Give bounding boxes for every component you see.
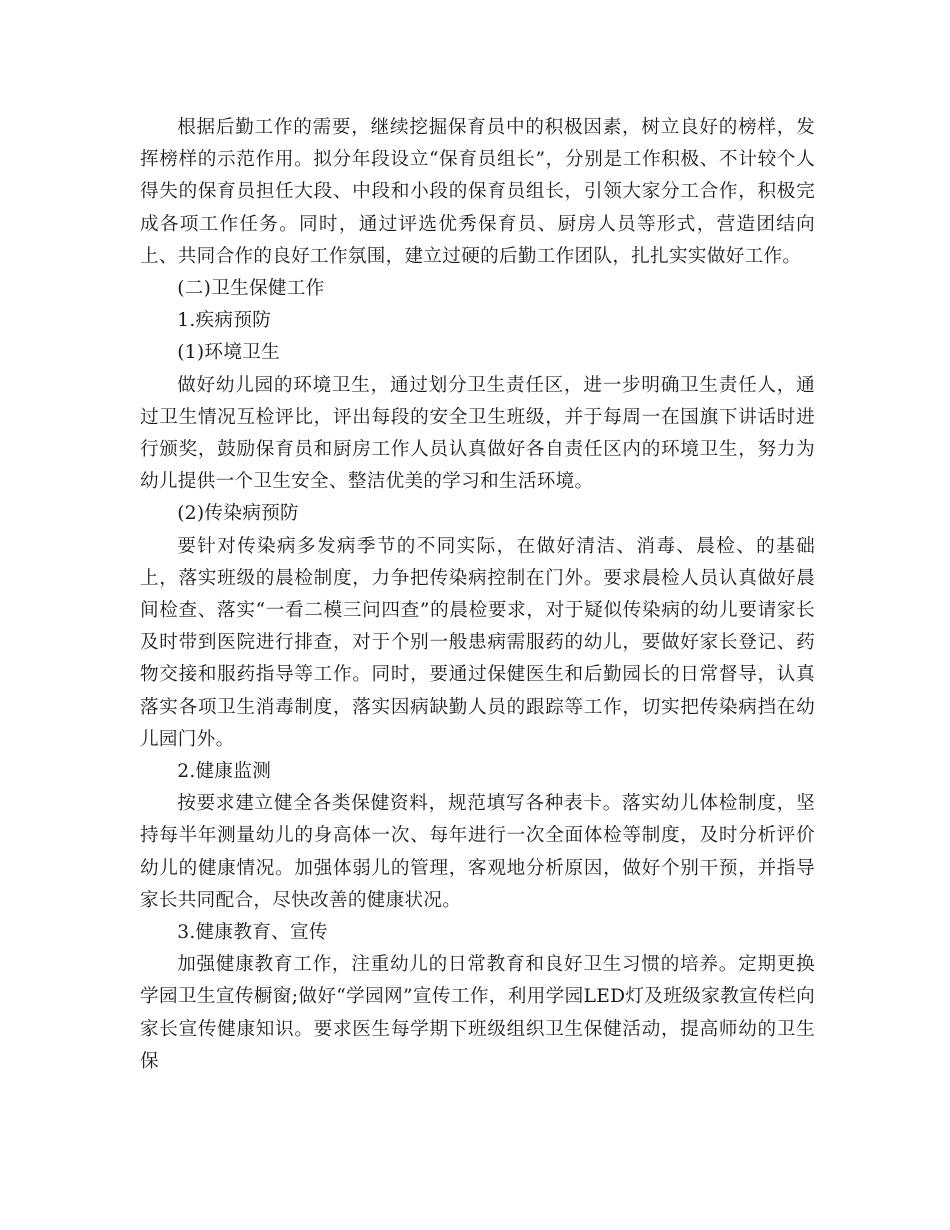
heading-health-care: (二)卫生保健工作 bbox=[177, 278, 325, 300]
paragraph-health-education: 加强健康教育工作，注重幼儿的日常教育和良好卫生习惯的培养。定期更换学园卫生宣传橱窗;做好“学园网”宣传工作，利用学园LED灯及班级家教宣传栏向家长宣传健康知识。要求医生每学期下班级组织卫生保健活动，提高师幼的卫生保 bbox=[140, 954, 815, 1072]
paragraph-infectious-disease: 要针对传染病多发病季节的不同实际，在做好清洁、消毒、晨检、的基础上，落实班级的晨检制度，力争把传染病控制在门外。要求晨检人员认真做好晨间检查、落实“一看二模三问四查”的晨检要求，对于疑似传染病的幼儿要请家长及时带到医院进行排查，对于个别一般患病需服药的幼儿，要做好家长登记、药物交接和服药指导等工作。同时，要通过保健医生和后勤园长的日常督导，认真落实各项卫生消毒制度，落实因病缺勤人员的跟踪等工作，切实把传染病挡在幼儿园门外。 bbox=[140, 535, 815, 750]
document-page bbox=[140, 112, 815, 1078]
heading-infectious-disease: (2)传染病预防 bbox=[177, 503, 299, 525]
heading-health-monitoring: 2.健康监测 bbox=[177, 761, 272, 783]
heading-environment-hygiene: (1)环境卫生 bbox=[177, 342, 281, 364]
paragraph-environment-hygiene: 做好幼儿园的环境卫生，通过划分卫生责任区，进一步明确卫生责任人，通过卫生情况互检评比，评出每段的安全卫生班级，并于每周一在国旗下讲话时进行颁奖，鼓励保育员和厨房工作人员认真做好各自责任区内的环境卫生，努力为幼儿提供一个卫生安全、整洁优美的学习和生活环境。 bbox=[140, 374, 815, 493]
paragraph-logistics-team: 根据后勤工作的需要，继续挖掘保育员中的积极因素，树立良好的榜样，发挥榜样的示范作用。拟分年段设立“保育员组长”，分别是工作积极、不计较个人得失的保育员担任大段、中段和小段的保育员组长，引领大家分工合作，积极完成各项工作任务。同时，通过评选优秀保育员、厨房人员等形式，营造团结向上、共同合作的良好工作氛围，建立过硬的后勤工作团队，扎扎实实做好工作。 bbox=[140, 117, 815, 267]
heading-health-education: 3.健康教育、宣传 bbox=[177, 922, 328, 944]
heading-disease-prevention: 1.疾病预防 bbox=[177, 310, 272, 332]
paragraph-health-monitoring: 按要求建立健全各类保健资料，规范填写各种表卡。落实幼儿体检制度，坚持每半年测量幼儿的身高体一次、每年进行一次全面体检等制度，及时分析评价幼儿的健康情况。加强体弱儿的管理，客观地分析原因，做好个别干预，并指导家长共同配合，尽快改善的健康状况。 bbox=[140, 793, 815, 911]
